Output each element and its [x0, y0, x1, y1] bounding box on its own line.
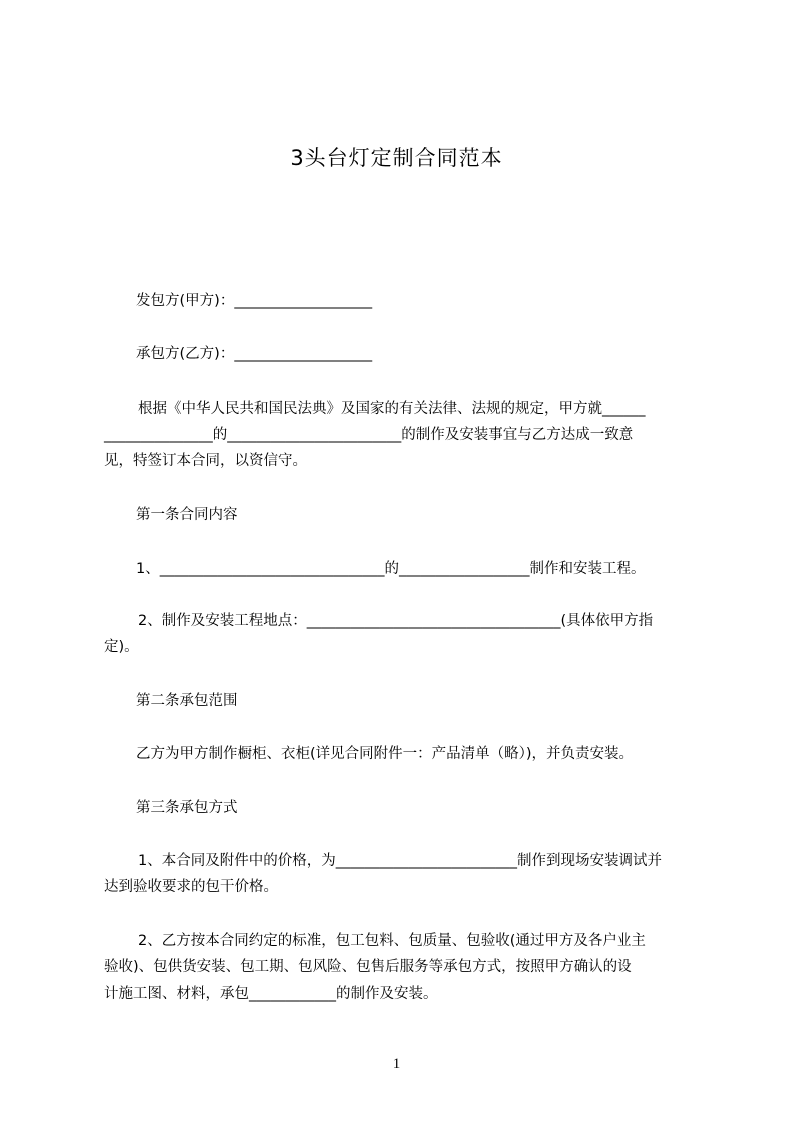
article-3-item-1-line-1: 1、本合同及附件中的价格，为_________________________制作到现场安装调试并	[138, 853, 662, 869]
article-3-heading: 第三条承包方式	[136, 800, 238, 816]
article-1-item-1: 1、_______________________________的__________________制作和安装工程。	[136, 561, 646, 577]
intro-line-2: _______________的________________________的制作及安装事宜与乙方达成一致意	[104, 427, 634, 443]
article-3-item-2-line-1: 2、乙方按本合同约定的标准，包工包料、包质量、包验收(通过甲方及各户业主	[138, 933, 646, 949]
article-1-item-2-line-1: 2、制作及安装工程地点：___________________________________(具体依甲方指	[138, 613, 654, 629]
intro-line-3: 见，特签订本合同，以资信守。	[104, 453, 307, 469]
page-number: 1	[392, 1056, 401, 1072]
article-3-item-2-line-3: 计施工图、材料，承包____________的制作及安装。	[104, 986, 438, 1002]
document-title: 3头台灯定制合同范本	[290, 146, 503, 170]
article-3-item-2-line-2: 验收)、包供货安装、包工期、包风险、包售后服务等承包方式，按照甲方确认的设	[104, 959, 632, 975]
party-b-line: 承包方(乙方)：___________________	[136, 346, 373, 362]
article-3-item-1-line-2: 达到验收要求的包干价格。	[104, 879, 278, 895]
article-2-heading: 第二条承包范围	[136, 693, 238, 709]
intro-line-1: 根据《中华人民共和国民法典》及国家的有关法律、法规的规定，甲方就______	[138, 401, 646, 417]
article-1-item-2-line-2: 定)。	[104, 639, 139, 655]
article-2-text: 乙方为甲方制作橱柜、衣柜(详见合同附件一：产品清单（略）)，并负责安装。	[136, 746, 634, 762]
party-a-line: 发包方(甲方)：___________________	[136, 293, 373, 309]
article-1-heading: 第一条合同内容	[136, 507, 238, 523]
